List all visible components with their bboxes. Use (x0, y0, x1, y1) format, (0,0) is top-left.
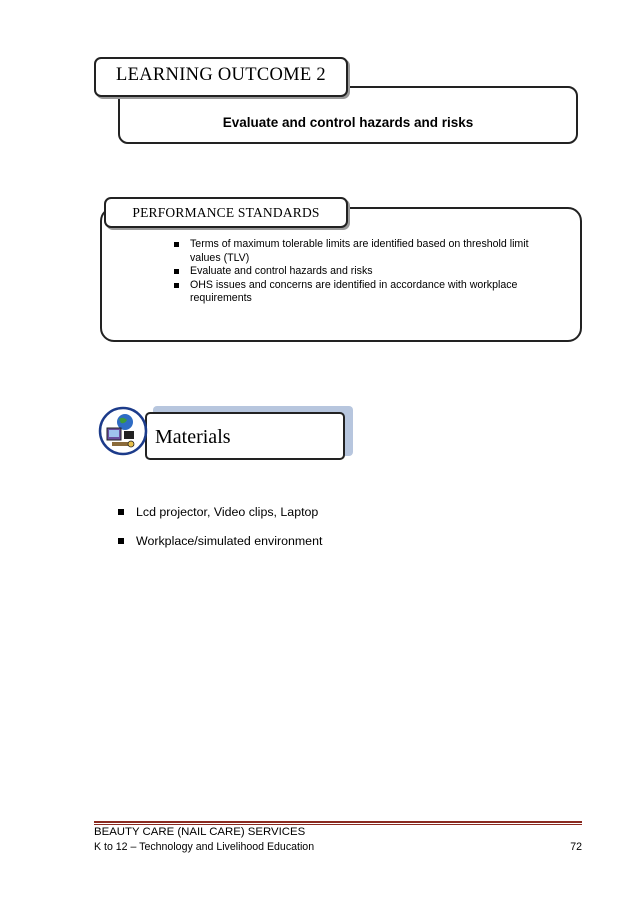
list-item-text: Workplace/simulated environment (136, 534, 323, 548)
workstation-globe-icon (98, 406, 148, 456)
materials-list (118, 505, 322, 563)
square-bullet-icon (174, 242, 179, 247)
list-item (118, 534, 322, 551)
performance-standards-tab (104, 197, 348, 228)
list-item-text: Terms of maximum tolerable limits are identified based on threshold limit values (TLV) (190, 238, 529, 264)
square-bullet-icon (174, 283, 179, 288)
footer-subtitle: K to 12 – Technology and Livelihood Education (94, 841, 315, 853)
list-item-text: OHS issues and concerns are identified in accordance with workplace requirements (190, 278, 518, 305)
performance-standards-list (172, 238, 562, 306)
materials-banner-card (145, 412, 345, 460)
list-item-text: Lcd projector, Video clips, Laptop (136, 505, 319, 519)
list-item (172, 279, 562, 306)
list-item (118, 505, 322, 522)
footer-divider (94, 821, 582, 823)
square-bullet-icon (118, 509, 124, 515)
square-bullet-icon (118, 538, 124, 544)
performance-standards-label: PERFORMANCE STANDARDS (132, 205, 320, 220)
square-bullet-icon (174, 269, 179, 274)
learning-outcome-label: LEARNING OUTCOME 2 (116, 65, 326, 85)
page-number: 72 (570, 841, 582, 853)
materials-banner (145, 406, 354, 458)
learning-outcome-tab (94, 57, 348, 97)
list-item (172, 238, 562, 265)
list-item (172, 265, 562, 279)
footer-divider-thin (94, 824, 582, 825)
learning-outcome-description: Evaluate and control hazards and risks (222, 115, 474, 130)
footer-title: BEAUTY CARE (NAIL CARE) SERVICES (94, 826, 306, 838)
materials-label: Materials (155, 426, 231, 448)
list-item-text: Evaluate and control hazards and risks (190, 265, 373, 278)
